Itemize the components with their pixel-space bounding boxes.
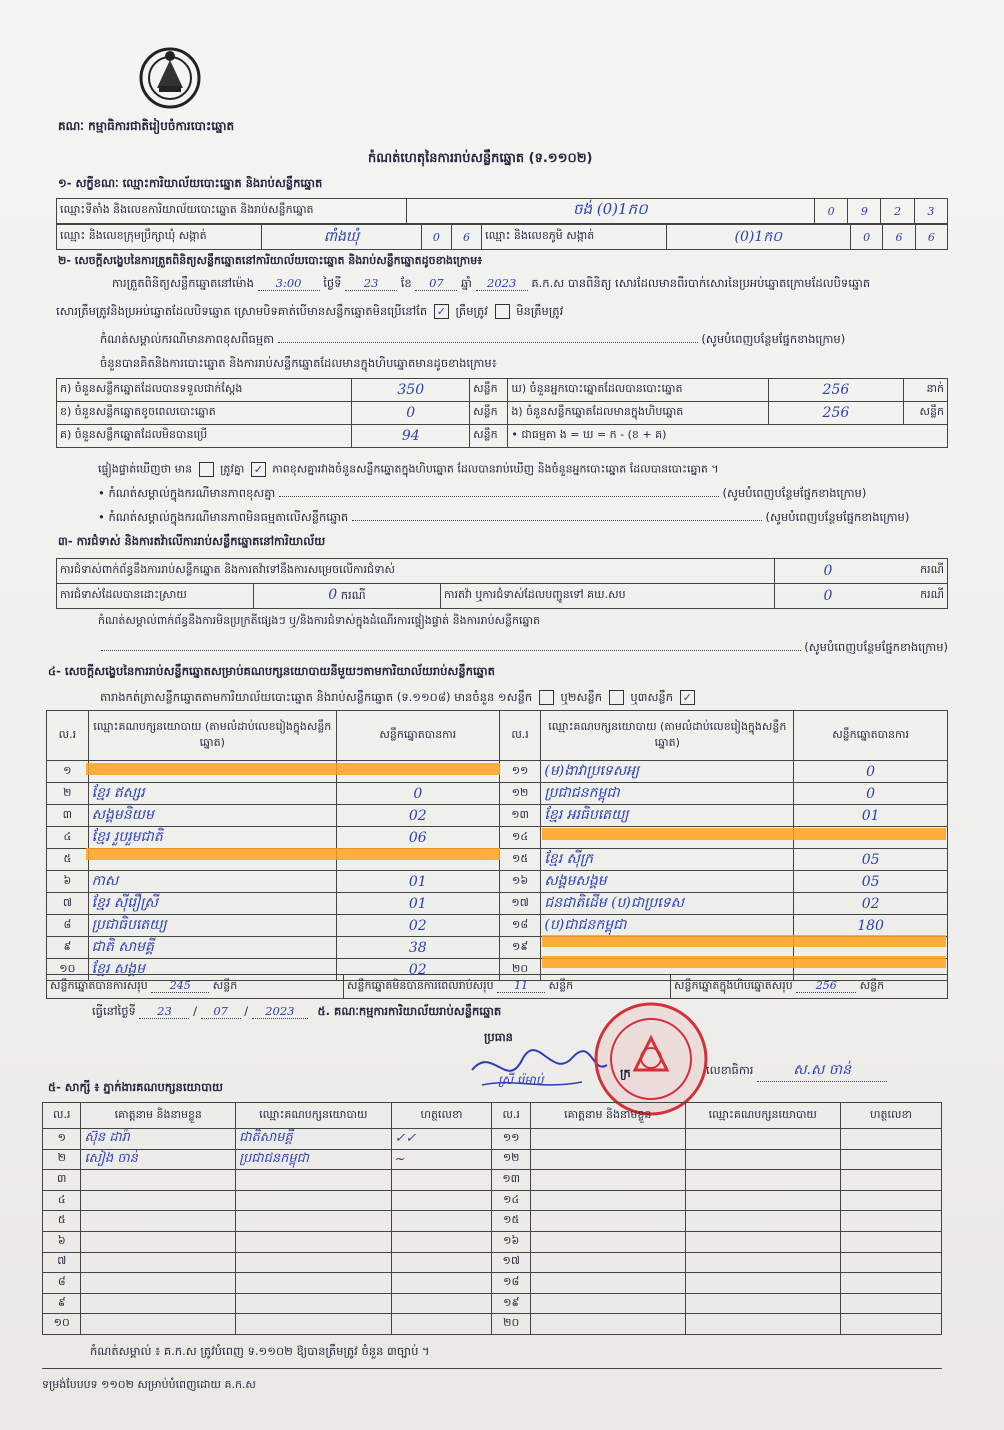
count-formula: • ជាធម្មតា ង = ឃ = ក - (ខ + គ) xyxy=(508,425,948,448)
witness-row xyxy=(43,1149,942,1170)
vote-no: ២០ xyxy=(512,961,529,975)
vote-no: ១៨ xyxy=(512,917,529,931)
seal-ok-checkbox[interactable]: ✓ xyxy=(434,304,449,319)
made-month: 07 xyxy=(201,1004,241,1019)
location-digit: 3 xyxy=(927,204,935,218)
vote-no: ១១ xyxy=(511,763,529,777)
witness-signature xyxy=(840,1149,941,1170)
org-name: គណៈ កម្មាធិការជាតិរៀបចំការបោះឆ្នោត xyxy=(58,119,235,133)
compare-yes-label: ត្រូវគ្នា xyxy=(220,462,245,476)
vote-party: សង្គមនិយម xyxy=(91,807,154,823)
village-digit: 6 xyxy=(895,230,903,244)
witness-no: ៨ xyxy=(57,1274,66,1288)
bullet2-label: • កំណត់សម្គាល់ក្នុងករណីមានភាពមិនធម្មតាលើសន្លឹកឆ្នោត xyxy=(98,510,349,524)
official-seal-icon xyxy=(590,1000,712,1118)
col-no-left: ល.រ xyxy=(47,711,89,761)
count-c-unit: សន្លឹក xyxy=(470,425,508,448)
witness-party: ប្រជាជនកម្ពុជា xyxy=(239,1150,309,1166)
vote-party: ខ្មែរ រួបរួមជាតិ xyxy=(91,829,163,845)
vote-count: 0 xyxy=(413,785,423,802)
count-a-value: 350 xyxy=(397,382,425,398)
witness-no: ១៣ xyxy=(502,1171,521,1185)
highlight-row-19 xyxy=(542,935,946,947)
count-e-label: ង) ចំនួនសន្លឹកឆ្នោតដែលមានក្នុងហិបឆ្នោត xyxy=(508,402,768,425)
witness-col-sign-right: ហត្ថលេខា xyxy=(840,1103,941,1129)
secretary-value: ស.ស ចាន់ xyxy=(757,1060,887,1082)
made-on-line: ធ្វើនៅថ្ងៃទី 23 / 07 / 2023 ៥. គណៈកម្មការការិយាល័យរាប់សន្លឹកឆ្នោត xyxy=(92,1004,502,1018)
secretary-label: លេខាធិការ xyxy=(706,1063,754,1077)
total-box-value: 256 xyxy=(796,979,856,993)
witness-no: ១ xyxy=(57,1130,66,1144)
vote-party: ខ្មែរ សង្គម xyxy=(91,961,145,977)
witness-row xyxy=(43,1293,942,1314)
secretary-line xyxy=(706,1060,887,1082)
bullet1-label: • កំណត់សម្គាល់ក្នុងករណីមានភាពខុសគ្នា xyxy=(98,486,276,500)
vote-no: ១៧ xyxy=(511,895,529,909)
witness-no: ៤ xyxy=(57,1192,66,1206)
witness-party xyxy=(685,1211,840,1232)
vote-count: 02 xyxy=(408,917,427,934)
witness-col-no-left: ល.រ xyxy=(43,1103,81,1129)
col-votes-left: សន្លឹកឆ្នោតបានការ xyxy=(336,711,499,761)
compare-tail: ភាពខុសគ្នារវាងចំនួនសន្លឹកឆ្នោតក្នុងហិបឆ្នោត ដែលបានរាប់ឃើញ និងចំនួនអ្នកបោះឆ្នោត ដែលបានបោះឆ្នោត ។ xyxy=(272,462,719,476)
total-valid-value: 245 xyxy=(151,979,209,993)
vote-no: ៨ xyxy=(63,917,72,931)
objection-note: កំណត់សម្គាល់ពាក់ព័ន្ធនឹងការមិនប្រក្រតីផ្សេងៗ ឬ/និងការជំទាស់ក្នុងដំណើរការផ្ទៀងផ្ទាត់ និងការរាប់សន្លឹកឆ្នោត xyxy=(98,614,540,627)
vote-party: ខ្មែរ ឥស្សរ xyxy=(91,785,145,801)
vote-no: ២ xyxy=(63,785,72,799)
vote-count: 06 xyxy=(408,829,427,846)
total-valid-label: សន្លឹកឆ្នោតបានការសរុប xyxy=(50,978,148,992)
witness-row xyxy=(43,1190,942,1211)
tally-sheets-line xyxy=(100,690,698,707)
count-e-unit: សន្លឹក xyxy=(904,402,948,425)
vote-party: ខ្មែរ ស៊ីរឿស្រី xyxy=(91,895,158,911)
witness-body xyxy=(43,1129,942,1335)
two-sheet-label: ឬ២សន្លឹក xyxy=(560,690,603,704)
time-prefix: ការត្រួតពិនិត្យសន្លឹកឆ្នោតនៅម៉ោង xyxy=(112,276,254,290)
col-no-right: ល.រ xyxy=(499,711,541,761)
vote-no: ១២ xyxy=(511,785,529,799)
vote-party: ប្រជាជនកម្ពុជា xyxy=(544,785,620,801)
village-digit: 0 xyxy=(863,230,871,244)
commune-digit: 0 xyxy=(432,230,440,244)
witness-party: ជាតិសាមគ្គី xyxy=(239,1130,293,1146)
witness-row xyxy=(43,1170,942,1191)
witness-name xyxy=(530,1293,685,1314)
seal-check-line xyxy=(56,304,563,321)
vote-party: ប្រជាធិបតេយ្យ xyxy=(91,917,167,933)
witness-signature xyxy=(840,1293,941,1314)
vote-count: 05 xyxy=(861,873,880,890)
national-emblem-icon xyxy=(135,42,205,114)
vote-count: 180 xyxy=(857,917,884,934)
votes-row xyxy=(47,805,948,827)
col-party-right: ឈ្មោះគណបក្សនយោបាយ (តាមលំដាប់លេខរៀងក្នុងសន្លឹកឆ្នោត) xyxy=(541,711,794,761)
witness-signature xyxy=(840,1231,941,1252)
objection-r2-label: ការជំទាស់ដែលបានដោះស្រាយ xyxy=(57,584,254,609)
total-invalid-value: 11 xyxy=(497,979,545,993)
witness-party xyxy=(685,1129,840,1150)
village-label: ឈ្មោះ និងលេខភូមិ សង្កាត់ xyxy=(482,225,666,250)
witness-no: ៧ xyxy=(57,1254,67,1268)
count-a-unit: សន្លឹក xyxy=(470,379,508,402)
compare-line xyxy=(98,462,719,479)
witness-signature: ~ xyxy=(394,1151,406,1167)
witness-party xyxy=(685,1170,840,1191)
vote-no: ៩ xyxy=(63,939,72,953)
objection-r1-value: 0 xyxy=(823,563,833,579)
witness-col-party-right: ឈ្មោះគណបក្សនយោបាយ xyxy=(685,1103,840,1129)
witness-no: ១៨ xyxy=(503,1274,520,1288)
vote-count: 02 xyxy=(408,961,427,978)
witness-signature: ✓✓ xyxy=(394,1131,417,1147)
count-b-unit: សន្លឹក xyxy=(470,402,508,425)
witness-col-name-left: គោត្តនាម និងនាមខ្លួន xyxy=(81,1103,236,1129)
votes-body xyxy=(47,761,948,981)
witness-col-party-left: ឈ្មោះគណបក្សនយោបាយ xyxy=(236,1103,391,1129)
vote-no: ១៣ xyxy=(511,807,529,821)
witness-party xyxy=(685,1231,840,1252)
seal-check-text: សោរត្រឹមត្រូវនិងប្រអប់ឆ្នោតដែលបិទឆ្នោត ស្រោមបិទគាត់បើមានសន្លឹកឆ្នោតមិនប្រើនៅតែ xyxy=(56,304,428,318)
location-label: ឈ្មោះទីតាំង និងលេខការិយាល័យបោះឆ្នោត និងរាប់សន្លឹកឆ្នោត xyxy=(57,199,407,224)
footer-divider xyxy=(42,1368,942,1369)
vote-party: កាស xyxy=(91,873,119,889)
objection-r2b-value: 0 xyxy=(823,588,833,604)
witness-name: សៀង ចាន់ xyxy=(84,1150,138,1166)
objection-r2b-label: ការតវ៉ា ឬការជំទាស់ដែលបញ្ជូនទៅ គឃ.សប xyxy=(441,584,775,609)
inspection-time: 3:00 xyxy=(258,276,320,291)
witness-row xyxy=(43,1252,942,1273)
made-year: 2023 xyxy=(252,1004,308,1019)
section4-title: ៤- សេចក្តីសង្ខេបនៃការរាប់សន្លឹកឆ្នោតសម្រាប់គណបក្សនយោបាយនីមួយៗតាមការិយាល័យរាប់សន្លឹកឆ្នោត xyxy=(48,664,495,678)
witness-row xyxy=(43,1211,942,1232)
witness-col-name-right: គោត្តនាម និងនាមខ្លួន xyxy=(530,1103,685,1129)
votes-row xyxy=(47,915,948,937)
count-c-label: គ) ចំនួនសន្លឹកឆ្នោតដែលមិនបានប្រើ xyxy=(57,425,352,448)
witness-signature xyxy=(840,1129,941,1150)
vote-count: 05 xyxy=(861,851,880,868)
village-digit: 6 xyxy=(927,230,935,244)
witness-no: ៥ xyxy=(57,1213,66,1227)
year-label: ឆ្នាំ xyxy=(461,276,472,290)
witness-row xyxy=(43,1129,942,1150)
col-votes-right: សន្លឹកឆ្នោតបានការ xyxy=(794,711,948,761)
fill-hint: (សូមបំពេញបន្ថែមផ្នែកខាងក្រោម) xyxy=(765,510,910,524)
witness-party xyxy=(685,1273,840,1294)
witness-no: ២០ xyxy=(503,1316,520,1330)
votes-row xyxy=(47,893,948,915)
witness-col-sign-left: ហត្ថលេខា xyxy=(391,1103,492,1129)
witness-table xyxy=(42,1102,942,1335)
vote-no: ១០ xyxy=(59,961,76,975)
witness-no: ១១ xyxy=(502,1130,520,1144)
compare-text: ផ្ទៀងផ្ទាត់ឃើញថា មាន xyxy=(98,462,193,476)
count-c-value: 94 xyxy=(401,428,420,444)
inspection-month: 07 xyxy=(415,276,457,291)
objection-table xyxy=(56,558,948,609)
seal-ok-label: ត្រឹមត្រូវ xyxy=(455,304,488,318)
vote-no: ១ xyxy=(63,763,72,777)
village-value: (0)1ក០ xyxy=(734,228,783,245)
vote-party: សង្គមសង្គម xyxy=(544,873,607,889)
witness-signature xyxy=(840,1314,941,1335)
witness-signature xyxy=(840,1211,941,1232)
objection-r2-unit: ករណី xyxy=(340,588,366,602)
anomaly-note-label: កំណត់សម្គាល់ករណីមានភាពខុសពីធម្មតា xyxy=(100,332,275,346)
vote-no: ១៤ xyxy=(512,829,529,843)
vote-count: 02 xyxy=(408,807,427,824)
anomaly-note-line xyxy=(100,332,946,349)
chair-label: ប្រធាន xyxy=(484,1030,513,1044)
witness-no: ១២ xyxy=(502,1151,520,1165)
votes-row xyxy=(47,783,948,805)
location-table xyxy=(56,198,948,224)
vote-count: 0 xyxy=(866,763,876,780)
witness-name xyxy=(530,1231,685,1252)
seal-bad-label: មិនត្រឹមត្រូវ xyxy=(516,304,564,318)
location-digit: 0 xyxy=(827,204,835,218)
vote-no: ៦ xyxy=(63,873,72,887)
votes-row xyxy=(47,871,948,893)
vote-count: 01 xyxy=(408,895,427,912)
seal-bad-checkbox[interactable] xyxy=(495,304,510,319)
vote-party: ខ្មែរ ស៊ីក្រ xyxy=(544,851,594,867)
chair-name: ស្រី រ៉េមាប់ xyxy=(498,1073,544,1087)
tally-intro: តារាងកត់ត្រាសន្លឹកឆ្នោតតាមការិយាល័យបោះឆ្នោត និងរាប់សន្លឹកឆ្នោត (ទ.១១០៨) មានចំនួន ១សន្លឹក xyxy=(100,690,533,704)
witness-no: ១៧ xyxy=(502,1254,520,1268)
highlight-row-14 xyxy=(542,828,946,840)
vote-count: 0 xyxy=(866,785,876,802)
vote-party: (ម)ងាវាប្រទេសអ្យ xyxy=(544,763,640,779)
match-checkbox[interactable]: ✓ xyxy=(251,462,266,477)
section3-title: ៣- ការជំទាស់ និងការតវ៉ាលើការរាប់សន្លឹកឆ្នោតនៅការិយាល័យ xyxy=(58,534,326,548)
inspection-year: 2023 xyxy=(476,276,528,291)
inspection-day: 23 xyxy=(345,276,397,291)
witness-no: ១០ xyxy=(53,1316,70,1330)
committee-label: ៥. គណៈកម្មការការិយាល័យរាប់សន្លឹកឆ្នោត xyxy=(317,1004,502,1018)
witness-no: ៦ xyxy=(57,1233,66,1247)
witness-signature xyxy=(840,1170,941,1191)
form-title: កំណត់ហេតុនៃការរាប់សន្លឹកឆ្នោត (ទ.១១០២) xyxy=(368,151,593,166)
witness-name xyxy=(530,1129,685,1150)
commune-value: ពាំងឃុំ xyxy=(323,228,360,245)
objection-r2b-unit: ករណី xyxy=(881,584,948,609)
witness-signature xyxy=(840,1190,941,1211)
witness-row xyxy=(43,1231,942,1252)
date-label: ថ្ងៃទី xyxy=(323,276,342,290)
objection-r1-unit: ករណី xyxy=(881,559,948,584)
count-b-label: ខ) ចំនួនសន្លឹកឆ្នោតខូចពេលបោះឆ្នោត xyxy=(57,402,352,425)
three-sheet-checkbox[interactable]: ✓ xyxy=(680,690,695,705)
witness-row xyxy=(43,1273,942,1294)
vote-no: ១៥ xyxy=(512,851,529,865)
col-party-left: ឈ្មោះគណបក្សនយោបាយ (តាមលំដាប់លេខរៀងក្នុងសន្លឹកឆ្នោត) xyxy=(88,711,336,761)
footnote: កំណត់សម្គាល់ ៖ គ.ក.ស ត្រូវបំពេញ ទ.១១០២ ឱ្យបានត្រឹមត្រូវ ចំនួន ៣ច្បាប់ ។ xyxy=(90,1344,430,1358)
one-sheet-checkbox[interactable] xyxy=(539,690,554,705)
made-on-label: ធ្វើនៅថ្ងៃទី xyxy=(92,1004,136,1018)
witness-party xyxy=(685,1190,840,1211)
vote-no: ១៦ xyxy=(512,873,529,887)
bullet2-line xyxy=(98,510,946,527)
form-code: ទម្រង់បែបបទ ១១០២ សម្រាប់បំពេញដោយ គ.ក.ស xyxy=(42,1378,256,1391)
witness-party xyxy=(685,1293,840,1314)
location-value: ចង់ (0)1ក០ xyxy=(572,200,648,218)
section1-title: ១- សក្ខីខណៈ ឈ្មោះការិយាល័យបោះឆ្នោត និងរាប់សន្លឹកឆ្នោត xyxy=(58,176,323,190)
highlight-row-5 xyxy=(86,848,500,860)
vote-no: ៧ xyxy=(62,895,72,909)
three-sheet-label: ឬ៣សន្លឹក xyxy=(630,690,674,704)
location-digit: 2 xyxy=(894,204,902,218)
vote-party: ជាតិ សាមគ្គី xyxy=(91,939,154,955)
two-sheet-checkbox[interactable] xyxy=(609,690,624,705)
witness-name xyxy=(530,1252,685,1273)
commune-digit: 6 xyxy=(463,230,471,244)
witness-party xyxy=(685,1252,840,1273)
vote-count: 02 xyxy=(861,895,880,912)
fill-hint: (សូមបំពេញបន្ថែមផ្នែកខាងក្រោម) xyxy=(701,332,846,346)
witness-no: ២ xyxy=(57,1151,66,1165)
witness-name xyxy=(530,1211,685,1232)
witness-name: ស៊ុន ដារ៉ា xyxy=(84,1130,130,1146)
vote-no: ១៩ xyxy=(512,939,529,953)
witness-no: ១៦ xyxy=(503,1233,520,1247)
totals-table: សន្លឹកឆ្នោតបានការសរុប 245 សន្លឹក សន្លឹកឆ្នោតមិនបានការពេលរាប់សរុប 11 សន្លឹក សន្លឹកឆ្នោតក្នុងហិបឆ្នោតសរុប 256 សន្លឹក xyxy=(46,974,948,999)
count-intro: ចំនួនបានគិតនិងការបោះឆ្នោត និងការរាប់សន្លឹកឆ្នោតដែលមានក្នុងហិបឆ្នោតមានដូចខាងក្រោម៖ xyxy=(100,356,497,370)
witness-signature xyxy=(840,1273,941,1294)
objection-r1-label: ការជំទាស់ពាក់ព័ន្ធនឹងការរាប់សន្លឹកឆ្នោត និងការតវ៉ាទៅនឹងការសម្រេចលើការជំទាស់ xyxy=(57,559,775,584)
section2-title: ២- សេចក្តីសង្ខេបនៃការត្រួតពិនិត្យសន្លឹកឆ្នោតនៅការិយាល័យបោះឆ្នោត និងរាប់សន្លឹកឆ្នោតដូចខាងក្រោម៖ xyxy=(58,254,483,267)
witness-row xyxy=(43,1314,942,1335)
witness-name xyxy=(530,1170,685,1191)
vote-no: ៥ xyxy=(63,851,72,865)
witness-name xyxy=(530,1314,685,1335)
fill-hint: (សូមបំពេញបន្ថែមផ្នែកខាងក្រោម) xyxy=(722,486,867,500)
witness-party xyxy=(685,1314,840,1335)
member-label: ក្រ xyxy=(620,1066,631,1080)
witness-name xyxy=(530,1149,685,1170)
mismatch-checkbox[interactable] xyxy=(199,462,214,477)
bullet1-line xyxy=(98,486,946,503)
vote-no: ៣ xyxy=(62,807,73,821)
vote-party: ជនជាតិដើម (ប)ជាប្រទេស xyxy=(544,895,684,911)
section5-title: ៥- សាក្សី ៖ ភ្នាក់ងារគណបក្សនយោបាយ xyxy=(48,1080,223,1094)
witness-col-no-right: ល.រ xyxy=(492,1103,530,1129)
highlight-row-20 xyxy=(542,956,946,968)
witness-no: ១៤ xyxy=(503,1192,520,1206)
vote-count: 01 xyxy=(861,807,880,824)
vote-party: ខ្មែរ អរធិបតេយ្យ xyxy=(544,807,629,823)
count-d-value: 256 xyxy=(822,382,850,398)
witness-name xyxy=(530,1190,685,1211)
total-invalid-label: សន្លឹកឆ្នោតមិនបានការពេលរាប់សរុប xyxy=(347,978,494,992)
made-day: 23 xyxy=(139,1004,189,1019)
count-d-label: ឃ) ចំនួនអ្នកបោះឆ្នោតដែលបានបោះឆ្នោត xyxy=(508,379,768,402)
month-label: ខែ xyxy=(400,276,412,290)
vote-count: 01 xyxy=(408,873,427,890)
time-suffix: គ.ក.ស បានពិនិត្យ សោរដែលមានពីរបាក់សោរនៃប្រអប់ឆ្នោតក្រោមដែលបិទឆ្នោត xyxy=(531,276,871,290)
witness-signature xyxy=(840,1252,941,1273)
witness-no: ៣ xyxy=(57,1171,67,1185)
count-a-label: ក) ចំនួនសន្លឹកឆ្នោតដែលបានទទួលជាក់ស្តែង xyxy=(57,379,352,402)
witness-name xyxy=(530,1273,685,1294)
inspection-line xyxy=(112,276,870,293)
count-b-value: 0 xyxy=(406,405,416,421)
vote-party: (ប)ជាជនកម្ពុជា xyxy=(544,917,627,933)
witness-no: ៩ xyxy=(57,1295,66,1309)
witness-party xyxy=(685,1149,840,1170)
vote-count: 38 xyxy=(408,939,427,956)
commune-table xyxy=(56,224,948,250)
count-d-unit: នាក់ xyxy=(904,379,948,402)
commune-label: ឈ្មោះ និងលេខក្រុមប្រឹក្សាឃុំ សង្កាត់ xyxy=(57,225,262,250)
count-table xyxy=(56,378,948,448)
count-e-value: 256 xyxy=(822,405,850,421)
total-box-label: សន្លឹកឆ្នោតក្នុងហិបឆ្នោតសរុប xyxy=(674,978,793,992)
location-digit: 9 xyxy=(860,204,868,218)
fill-hint: (សូមបំពេញបន្ថែមផ្នែកខាងក្រោម) xyxy=(804,640,948,654)
witness-no: ១៩ xyxy=(503,1295,520,1309)
vote-no: ៤ xyxy=(63,829,72,843)
highlight-row-1 xyxy=(86,763,500,775)
objection-r2-value: 0 xyxy=(328,587,338,603)
witness-no: ១៥ xyxy=(503,1213,520,1227)
